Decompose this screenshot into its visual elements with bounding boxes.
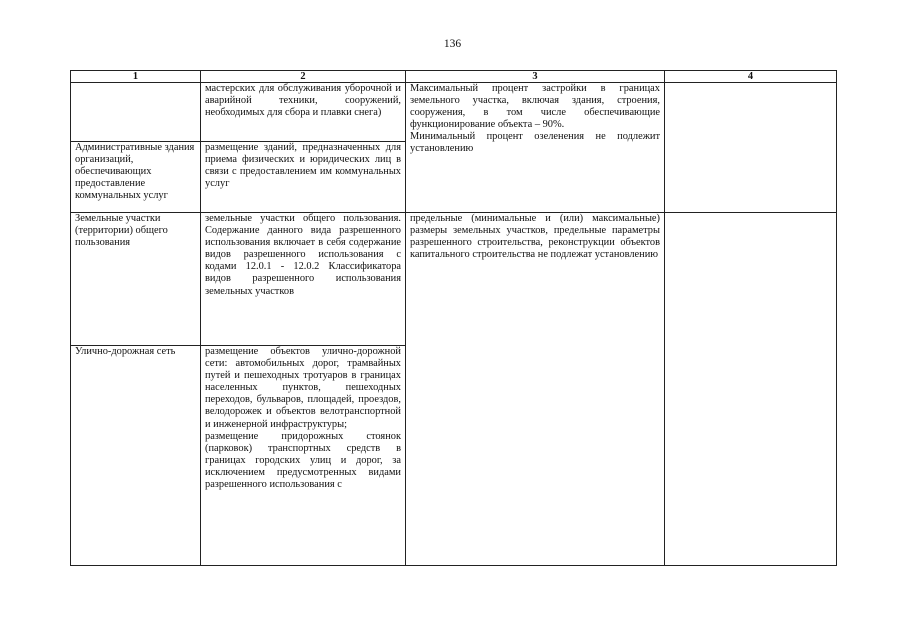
table-row [71, 213, 837, 346]
land-use-name-cell [71, 142, 201, 213]
land-use-description: мастерских для обслуживания уборочной и аварийной техники, сооружений, необходимых для сбора и плавки снега) [205, 83, 401, 119]
land-use-description-cell [201, 346, 406, 566]
land-use-description: размещение зданий, предназначенных для приема физических и юридических лиц в связи с предоставлением им коммунальных услуг [205, 142, 401, 190]
column-header-1: 1 [71, 71, 201, 83]
parameters-cell [406, 83, 665, 213]
parameters-cell [406, 213, 665, 566]
page-number: 136 [443, 38, 462, 50]
land-use-name: Земельные участки (территории) общего пользования [75, 213, 168, 249]
land-use-description: земельные участки общего пользования. Содержание данного вида разрешенного использования включает в себя содержание видов разрешенного использования с кодами 12.0.1 - 12.0.2 Классификатора видов разрешенного использования земельных участков [205, 213, 401, 297]
notes-cell [665, 213, 837, 566]
table-row [71, 83, 837, 142]
notes-cell [665, 83, 837, 213]
column-header-4: 4 [665, 71, 837, 83]
land-use-name: Административные здания организаций, обеспечивающих предоставление коммунальных услуг [75, 142, 195, 202]
land-use-name-cell [71, 346, 201, 566]
column-header-2: 2 [201, 71, 406, 83]
column-header-3: 3 [406, 71, 665, 83]
land-use-description: размещение придорожных стоянок (парковок) транспортных средств в границах городских улиц и дорог, за исключением предусмотренных видами разрешенного использования с [205, 430, 401, 491]
land-use-name-cell [71, 213, 201, 346]
land-use-name-cell [71, 83, 201, 142]
land-use-name: Улично-дорожная сеть [75, 346, 176, 357]
land-use-description-cell [201, 142, 406, 213]
max-building-percent-text: Максимальный процент застройки в границах земельного участка, включая здания, строения, сооружения, в том числе обеспечивающие функционирование объекта – 90%. [410, 83, 660, 131]
table-header-row [71, 71, 837, 83]
limit-parameters-text: предельные (минимальные и (или) максимальные) размеры земельных участков, предельные параметры разрешенного строительства, реконструкции объектов капитального строительства не подлежат установлению [410, 213, 660, 261]
land-use-description: размещение объектов улично-дорожной сети: автомобильных дорог, трамвайных путей и пешеходных тротуаров в границах населенных пунктов, пешеходных переходов, бульваров, площадей, проездов, велодорожек и объектов велотранспортной и инженерной инфраструктуры; [205, 346, 401, 430]
min-greening-percent-text: Минимальный процент озеленения не подлежит установлению [410, 131, 660, 155]
land-use-description-cell [201, 213, 406, 346]
land-use-description-cell [201, 83, 406, 142]
regulations-table [70, 70, 837, 566]
